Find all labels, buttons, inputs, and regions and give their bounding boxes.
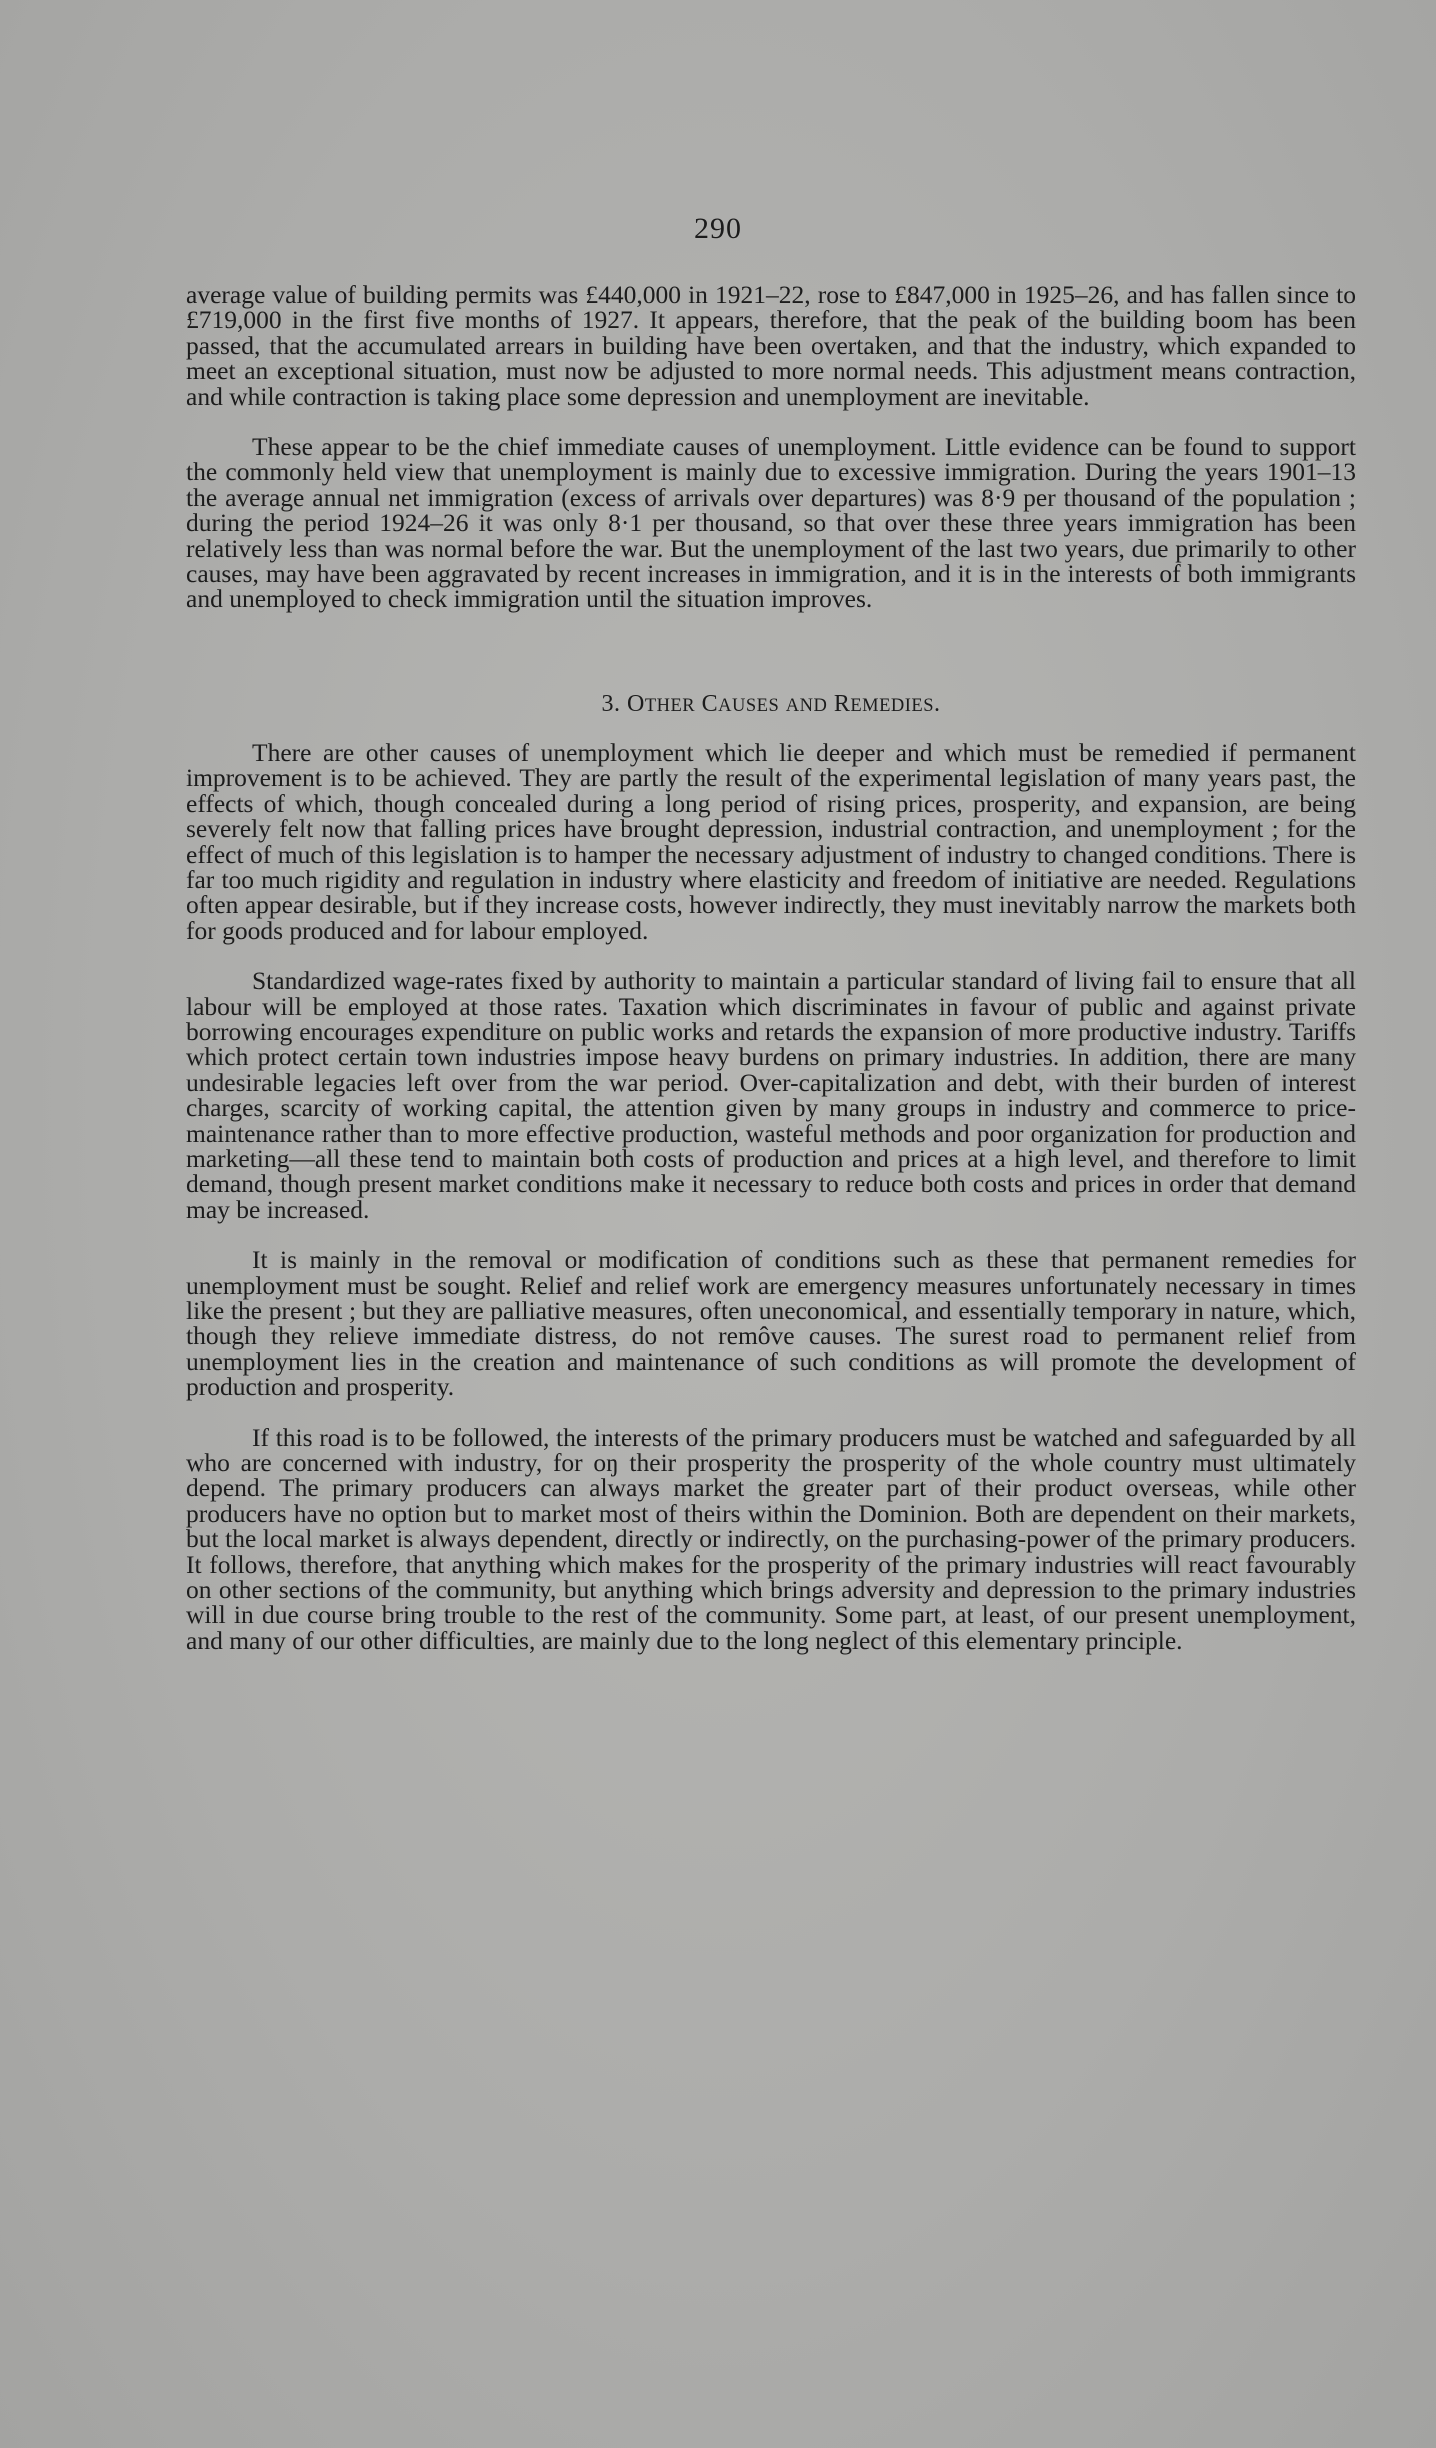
paragraph-remedies: It is mainly in the removal or modification of conditions such as these that permanent remedies for unemployment must be sought. Relief and relief work are emergency measures unfortunately necessary in times like the present ; but they are palliative measures, often uneconomical, and essentially temporary in nature, which, though they relieve immediate distress, do not remôve causes. The surest road to permanent relief from unemployment lies in the creation and maintenance of such conditions as will promote the development of production and prosperity. [186,1245,1356,1402]
section-number: 3. [601,690,621,717]
page-number: 290 [694,212,742,245]
paragraph-other-causes: There are other causes of unemployment which lie deeper and which must be remedied if permanent improvement is to be achieved. They are partly the result of the experimental legislation of many years past, the effects of which, though concealed during a long period of rising prices, prosperity, and expansion, are being severely felt now that falling prices have brought depression, industrial contraction, and unemployment ; for the effect of much of this legislation is to hamper the necessary adjustment of industry to changed conditions. There is far too much rigidity and regulation in industry where elasticity and freedom of initiative are needed. Regulations often appear desirable, but if they increase costs, however indirectly, they must inevitably narrow the markets both for goods produced and for labour employed. [186,737,1356,945]
paragraph-wage-rates: Standardized wage-rates fixed by authority to maintain a particular standard of living fail to ensure that all labour will be employed at those rates. Taxation which discriminates in favour of public and against private borrowing encourages expenditure on public works and retards the expansion of more productive industry. Tariffs which protect certain town industries impose heavy burdens on primary industries. In addition, there are many undesirable legacies left over from the war period. Over-capitalization and debt, with their burden of interest charges, scarcity of working capital, the attention given by many groups in industry and commerce to price-maintenance rather than to more effective production, wasteful methods and poor organization for production and marketing—all these tend to maintain both costs of production and prices at a high level, and therefore to limit demand, though present market conditions make it necessary to reduce both costs and prices in order that demand may be increased. [186,966,1356,1224]
heading-word-remedies: EMEDIES [850,695,935,716]
heading-word-causes: AUSES [718,695,780,716]
heading-cap-remedies: R [833,690,851,717]
heading-period: . [934,690,941,717]
paragraph-primary-producers: If this road is to be followed, the interests of the primary producers must be watched and safeguarded by all who are concerned with industry, for oŋ their prosperity the prosperity of the whole country must ultimately depend. The primary producers can always market the greater part of their product overseas, while other producers have no option but to market most of theirs within the Dominion. Both are dependent on their markets, but the local market is always dependent, directly or indirectly, on the purchasing-power of the primary producers. It follows, therefore, that anything which makes for the prosperity of the primary industries will react favourably on other sections of the community, but anything which brings adversity and depression to the primary industries will in due course bring trouble to the rest of the community. Some part, at least, of our present unemployment, and many of our other difficulties, are mainly due to the long neglect of this elementary principle. [186,1422,1356,1655]
body-text [186,282,1356,1653]
paragraph-immigration: These appear to be the chief immediate causes of unemployment. Little evidence can be found to support the commonly held view that unemployment is mainly due to excessive immigration. During the years 1901–13 the average annual net immigration (excess of arrivals over departures) was 8·9 per thousand of the population ; during the period 1924–26 it was only 8·1 per thousand, so that over these three years immigration has been relatively less than was normal before the war. But the unemployment of the last two years, due primarily to other causes, may have been aggravated by recent increases in immigration, and it is in the interests of both immigrants and unemployed to check immigration until the situation improves. [186,432,1356,614]
heading-cap-causes: C [701,690,719,717]
heading-word-and: AND [785,695,828,716]
heading-cap-other: O [626,690,645,717]
heading-word-other: THER [644,695,696,716]
paragraph-building-permits: average value of building permits was £440,000 in 1921–22, rose to £847,000 in 1925–26, and has fallen since to £719,000 in the first five months of 1927. It appears, therefore, that the peak of the building boom has been passed, that the accumulated arrears in building have been overtaken, and that the industry, which expanded to meet an exceptional situation, must now be adjusted to more normal needs. This adjustment means contraction, and while contraction is taking place some depression and unemployment are inevitable. [186,280,1356,411]
section-heading [186,691,1356,719]
